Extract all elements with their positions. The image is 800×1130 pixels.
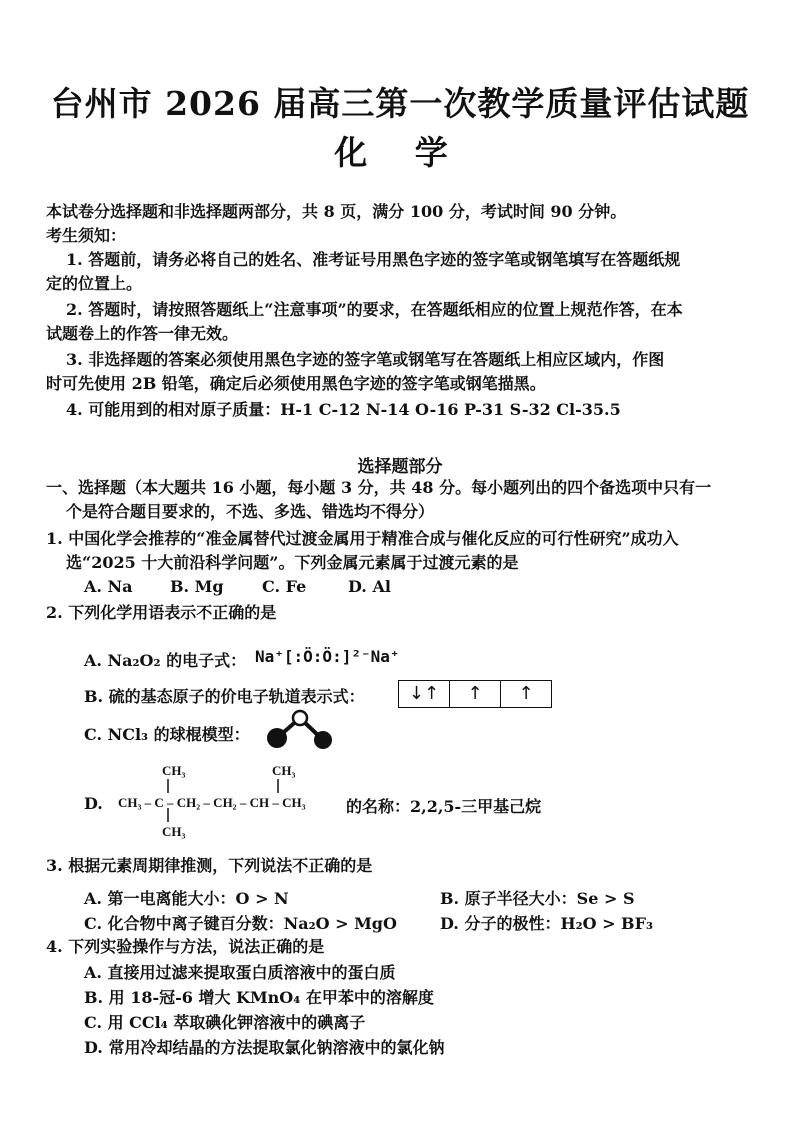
notice-line: 时可先使用 2B 铅笔，确定后必须使用黑色字迹的签字笔或钢笔描黑。 [46, 374, 546, 393]
intro-text: 本试卷分选择题和非选择题两部分，共 8 页，满分 100 分，考试时间 90 分钟。 [46, 202, 627, 221]
q3-option: A. 第一电离能大小：O > N [84, 889, 289, 908]
q1-stem: 选“2025 十大前沿科学问题”。下列金属元素属于过渡元素的是 [66, 553, 519, 572]
q1-option: B. Mg [170, 577, 224, 596]
q2-option-b: B. 硫的基态原子的价电子轨道表示式： [84, 687, 365, 706]
notice-line: 3. 非选择题的答案必须使用黑色字迹的签字笔或钢笔写在答题纸上相应区域内，作图 [66, 350, 665, 369]
q3-option: D. 分子的极性：H₂O > BF₃ [440, 914, 653, 933]
methyl-top: CH₃ [272, 763, 296, 778]
q4-option: C. 用 CCl₄ 萃取碘化钾溶液中的碘离子 [84, 1013, 366, 1032]
q2-option-d-prefix: D. [84, 794, 103, 813]
orbital-box: ↑ [518, 683, 534, 704]
subject-title: 化 学 [334, 133, 466, 172]
ball-stick-model [265, 708, 345, 750]
q3-stem: 3. 根据元素周期律推测，下列说法不正确的是 [46, 856, 373, 875]
part-heading-line: 个是符合题目要求的，不选、多选、错选均不得分） [66, 502, 435, 521]
notice-line: 4. 可能用到的相对原子质量：H-1 C-12 N-14 O-16 P-31 S-32 Cl-35.5 [66, 400, 621, 419]
notice-heading: 考生须知： [46, 226, 127, 245]
q2-electron-formula: Na⁺[:Ö:Ö:]²⁻Na⁺ [255, 647, 400, 666]
notice-line: 试题卷上的作答一律无效。 [46, 324, 239, 343]
part-heading-line: 一、选择题（本大题共 16 小题，每小题 3 分，共 48 分。每小题列出的四个备选项中只有一 [46, 478, 712, 497]
orbital-diagram [398, 680, 552, 708]
q3-option: C. 化合物中离子键百分数：Na₂O > MgO [84, 914, 397, 933]
exam-title: 台州市 2026 届高三第一次教学质量评估试题 [50, 84, 750, 123]
q1-option: A. Na [84, 577, 133, 596]
methyl-top: CH₃ [162, 763, 186, 778]
notice-line: 定的位置上。 [46, 274, 143, 293]
q2-option-c: C. NCl₃ 的球棍模型： [84, 725, 250, 744]
q4-option: D. 常用冷却结晶的方法提取氯化钠溶液中的氯化钠 [84, 1038, 445, 1057]
notice-line: 2. 答题时，请按照答题纸上“注意事项”的要求，在答题纸相应的位置上规范作答，在本 [66, 300, 683, 319]
notice-line: 1. 答题前，请务必将自己的姓名、准考证号用黑色字迹的签字笔或钢笔填写在答题纸规 [66, 250, 681, 269]
q1-stem: 1. 中国化学会推荐的“准金属替代过渡金属用于精准合成与催化反应的可行性研究”成功入 [46, 529, 679, 548]
section-title: 选择题部分 [357, 457, 443, 477]
q3-option: B. 原子半径大小：Se > S [440, 889, 635, 908]
q2-stem: 2. 下列化学用语表示不正确的是 [46, 603, 277, 622]
q2-option-a-prefix: A. Na₂O₂ 的电子式： [84, 651, 247, 670]
q1-option: C. Fe [262, 577, 307, 596]
q1-option: D. Al [348, 577, 391, 596]
methyl-bottom: CH₃ [162, 824, 186, 839]
orbital-box: ↓↑ [399, 681, 450, 707]
q4-option: B. 用 18-冠-6 增大 KMnO₄ 在甲苯中的溶解度 [84, 988, 434, 1007]
orbital-box: ↑ [450, 681, 501, 707]
main-chain: CH₃ – C – CH₂ – CH₂ – CH – CH₃ [118, 795, 306, 810]
q2-option-d-name: 的名称：2,2,5-三甲基己烷 [346, 797, 542, 816]
q4-stem: 4. 下列实验操作与方法，说法正确的是 [46, 937, 325, 956]
q4-option: A. 直接用过滤来提取蛋白质溶液中的蛋白质 [84, 963, 396, 982]
